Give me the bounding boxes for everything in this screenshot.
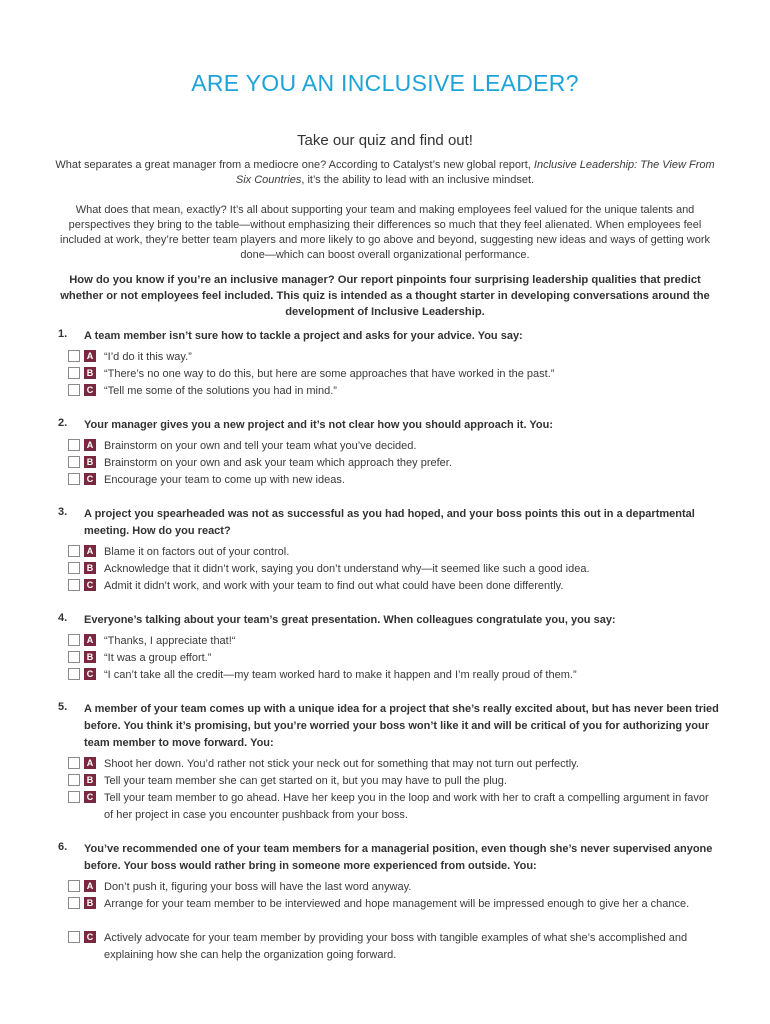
checkbox[interactable] (68, 384, 80, 396)
option-text: “I’d do it this way.” (104, 351, 192, 363)
option-text: “There’s no one way to do this, but here are some approaches that have worked in the past.” (104, 368, 555, 380)
option-letter: A (84, 545, 96, 557)
checkbox[interactable] (68, 367, 80, 379)
checkbox[interactable] (68, 562, 80, 574)
checkbox[interactable] (68, 439, 80, 451)
question-text: A member of your team comes up with a unique idea for a project that she’s really excited about, but has never been tried before. You think it’s promising, but you’re worried your boss won’t like it and will be critical of you for authorizing your team member to move forward. You: (84, 703, 719, 749)
option-letter: B (84, 367, 96, 379)
option-letter: A (84, 880, 96, 892)
checkbox[interactable] (68, 579, 80, 591)
option-letter: B (84, 651, 96, 663)
intro-text: What separates a great manager from a mediocre one? According to Catalyst’s new global report, (55, 159, 534, 171)
option-text: Blame it on factors out of your control. (104, 546, 290, 558)
option-letter: A (84, 634, 96, 646)
option-text: Don’t push it, figuring your boss will have the last word anyway. (104, 881, 412, 893)
option-text: “Tell me some of the solutions you had in mind.” (104, 385, 337, 397)
option-letter: B (84, 774, 96, 786)
option-text: “I can’t take all the credit—my team worked hard to make it happen and I’m really proud of them.” (104, 669, 577, 681)
option-text: Tell your team member to go ahead. Have her keep you in the loop and work with her to craft a compelling argument in favor of her project in case you encounter pushback from your boss. (104, 792, 709, 821)
lead-paragraph: How do you know if you’re an inclusive manager? Our report pinpoints four surprising leadership qualities that predict whether or not employees feel included. This quiz is intended as a thought starter in developing conversations around the development of Inclusive Leadership. (60, 274, 710, 318)
option-text: Brainstorm on your own and ask your team which approach they prefer. (104, 457, 452, 469)
question-number: 3. (58, 506, 68, 518)
checkbox[interactable] (68, 897, 80, 909)
option-text: Encourage your team to come up with new ideas. (104, 474, 345, 486)
question-number: 4. (58, 612, 68, 624)
checkbox[interactable] (68, 651, 80, 663)
checkbox[interactable] (68, 545, 80, 557)
checkbox[interactable] (68, 757, 80, 769)
question-text: You’ve recommended one of your team members for a managerial position, even though she’s never supervised anyone before. Your boss would rather bring in someone more experienced from outside. You: (84, 843, 713, 872)
question-text: Your manager gives you a new project and it’s not clear how you should approach it. You: (84, 419, 554, 431)
option-letter: B (84, 456, 96, 468)
option-letter: B (84, 562, 96, 574)
checkbox[interactable] (68, 634, 80, 646)
option-letter: A (84, 757, 96, 769)
option-text: Actively advocate for your team member by providing your boss with tangible examples of what she’s accomplished and explaining how she can help the organization going forward. (104, 932, 688, 961)
page-title: ARE YOU AN INCLUSIVE LEADER? (191, 70, 579, 96)
page-subtitle: Take our quiz and find out! (297, 132, 473, 149)
option-letter: C (84, 579, 96, 591)
option-text: “Thanks, I appreciate that!“ (104, 635, 236, 647)
question-number: 6. (58, 841, 68, 853)
checkbox[interactable] (68, 791, 80, 803)
option-letter: C (84, 931, 96, 943)
intro-text-end: , it’s the ability to lead with an inclusive mindset. (301, 174, 535, 186)
question-number: 1. (58, 328, 68, 340)
question-number: 5. (58, 701, 68, 713)
option-text: Acknowledge that it didn’t work, saying you don’t understand why—it seemed like such a good idea. (104, 563, 590, 575)
option-text: Arrange for your team member to be interviewed and hope management will be impressed enough to give her a chance. (104, 898, 690, 910)
intro-paragraph-2: What does that mean, exactly? It’s all about supporting your team and making employees feel valued for the unique talents and perspectives they bring to the table—without emphasizing their differences so much that they feel alienated. When employees feel included at work, they’re better team players and more likely to go above and beyond, suggesting new ideas and ways of getting work done—which can boost overall organizational performance. (60, 204, 710, 261)
option-letter: A (84, 439, 96, 451)
option-letter: B (84, 897, 96, 909)
question-text: Everyone’s talking about your team’s great presentation. When colleagues congratulate you, you say: (84, 614, 616, 626)
checkbox[interactable] (68, 350, 80, 362)
option-text: “It was a group effort.” (104, 652, 212, 664)
checkbox[interactable] (68, 473, 80, 485)
question-text: A team member isn’t sure how to tackle a project and asks for your advice. You say: (84, 330, 523, 342)
option-text: Brainstorm on your own and tell your team what you’ve decided. (104, 440, 417, 452)
option-letter: C (84, 384, 96, 396)
option-letter: C (84, 668, 96, 680)
option-text: Admit it didn’t work, and work with your team to find out what could have been done differently. (104, 580, 564, 592)
checkbox[interactable] (68, 931, 80, 943)
option-letter: C (84, 473, 96, 485)
intro-paragraph-1 (52, 158, 718, 188)
question-number: 2. (58, 417, 68, 429)
option-text: Shoot her down. You’d rather not stick your neck out for something that may not turn out perfectly. (104, 758, 579, 770)
option-letter: A (84, 350, 96, 362)
checkbox[interactable] (68, 456, 80, 468)
option-letter: C (84, 791, 96, 803)
report-title: Inclusive Leadership: The View From Six Countries (235, 159, 715, 186)
option-text: Tell your team member she can get started on it, but you may have to pull the plug. (104, 775, 507, 787)
checkbox[interactable] (68, 668, 80, 680)
checkbox[interactable] (68, 774, 80, 786)
checkbox[interactable] (68, 880, 80, 892)
question-text: A project you spearheaded was not as successful as you had hoped, and your boss points this out in a departmental meeting. How do you react? (84, 508, 695, 537)
